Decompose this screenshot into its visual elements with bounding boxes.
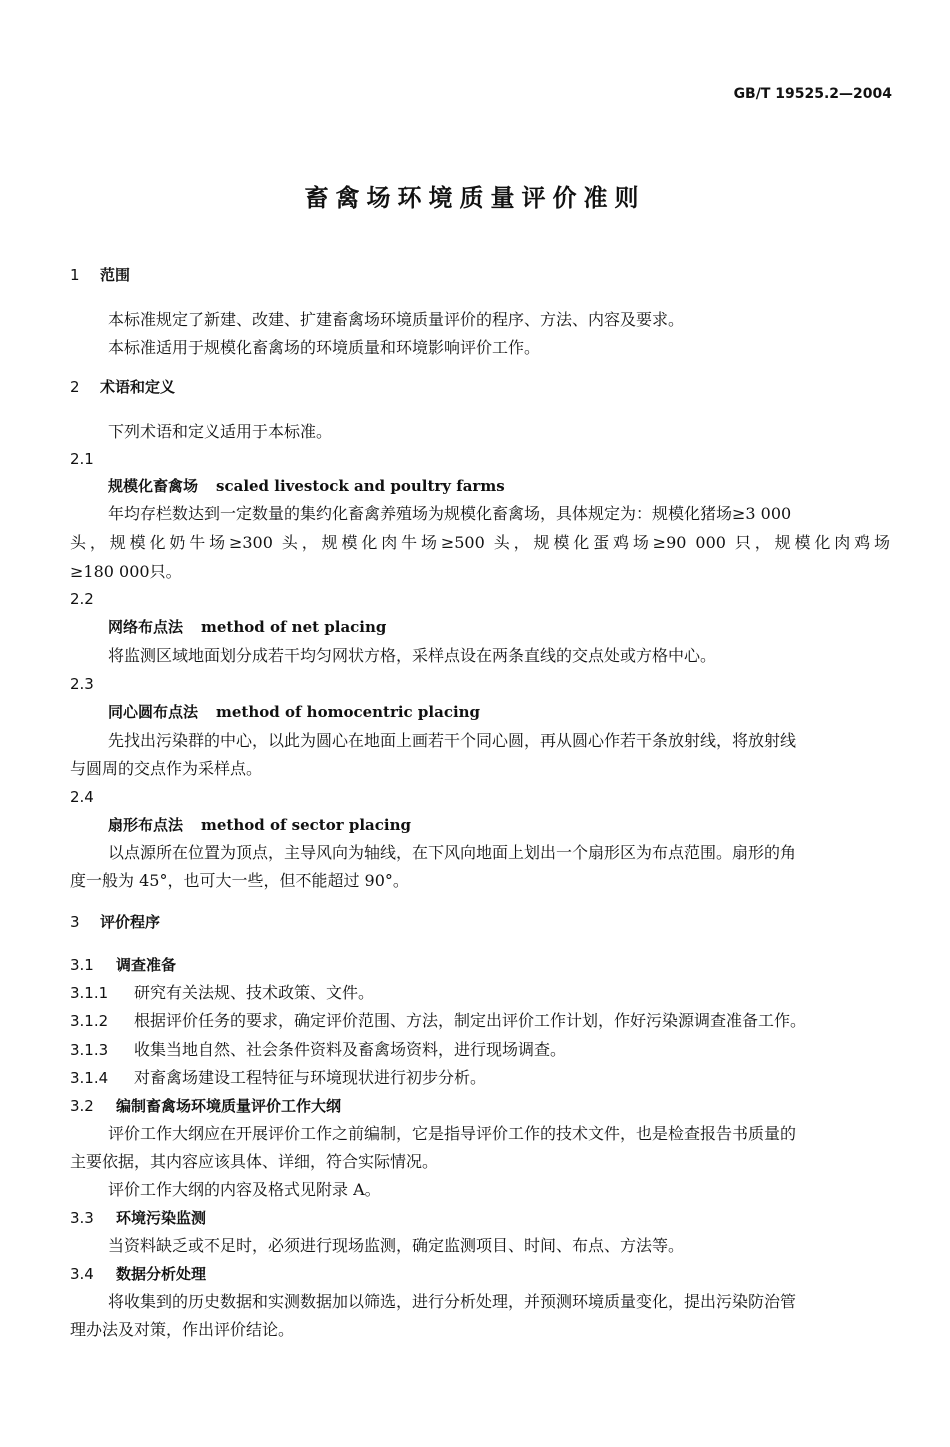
section-number: 3.1.4 — [70, 1069, 109, 1087]
term-2-1-line-3: ≥180 000只。 — [70, 562, 182, 581]
term-2-3-number: 2.3 — [70, 675, 94, 693]
section-number: 1 — [70, 266, 80, 284]
section-number: 3.1.1 — [70, 984, 109, 1002]
term-2-1-line-1: 年均存栏数达到一定数量的集约化畜禽养殖场为规模化畜禽场，具体规定为：规模化猪场≥3 000 — [108, 504, 792, 523]
section-number: 3.3 — [70, 1209, 94, 1227]
section-3-4-line-1: 将收集到的历史数据和实测数据加以筛选，进行分析处理，并预测环境质量变化，提出污染防治管 — [108, 1292, 797, 1311]
section-number: 3.1 — [70, 956, 94, 974]
section-text: 对畜禽场建设工程特征与环境现状进行初步分析。 — [134, 1068, 487, 1087]
term-2-2-line-1: 将监测区域地面划分成若干均匀网状方格，采样点设在两条直线的交点处或方格中心。 — [108, 646, 717, 665]
section-3-1-1 — [70, 982, 374, 1004]
section-number: 2 — [70, 378, 80, 396]
section-title: 编制畜禽场环境质量评价工作大纲 — [116, 1097, 342, 1115]
term-en: method of sector placing — [201, 816, 411, 834]
section-3-3-heading — [70, 1207, 206, 1229]
document-title: 畜禽场环境质量评价准则 — [304, 184, 646, 212]
term-2-4-line-1: 以点源所在位置为顶点，主导风向为轴线，在下风向地面上划出一个扇形区为布点范围。扇形的角 — [108, 843, 797, 862]
section-number: 3.4 — [70, 1265, 94, 1283]
section-3-2-line-1: 评价工作大纲应在开展评价工作之前编制，它是指导评价工作的技术文件，也是检查报告书质量的 — [108, 1124, 797, 1143]
term-en: scaled livestock and poultry farms — [216, 477, 505, 495]
section-3-2-line-3: 评价工作大纲的内容及格式见附录 A。 — [108, 1180, 381, 1199]
term-2-2-number: 2.2 — [70, 590, 94, 608]
term-2-4-line-2: 度一般为 45°，也可大一些，但不能超过 90°。 — [70, 871, 409, 890]
section-number: 3.1.3 — [70, 1041, 109, 1059]
section-text: 收集当地自然、社会条件资料及畜禽场资料，进行现场调查。 — [134, 1040, 567, 1059]
term-2-4-number: 2.4 — [70, 788, 94, 806]
section-3-1-2 — [70, 1010, 806, 1032]
section-3-3-line-1: 当资料缺乏或不足时，必须进行现场监测，确定监测项目、时间、布点、方法等。 — [108, 1236, 685, 1255]
section-3-4-heading — [70, 1263, 206, 1285]
section-3-1-4 — [70, 1067, 486, 1089]
term-en: method of homocentric placing — [216, 703, 481, 721]
document-code: GB/T 19525.2—2004 — [733, 86, 892, 102]
section-number: 3 — [70, 913, 80, 931]
section-text: 根据评价任务的要求，确定评价范围、方法，制定出评价工作计划，作好污染源调查准备工作。 — [134, 1011, 807, 1030]
term-2-1-heading — [108, 475, 505, 497]
term-cn: 网络布点法 — [108, 618, 184, 636]
section-3-2-line-2: 主要依据，其内容应该具体、详细，符合实际情况。 — [70, 1152, 439, 1171]
term-2-4-heading — [108, 814, 411, 836]
section-1-heading — [70, 264, 130, 286]
term-2-3-line-2: 与圆周的交点作为采样点。 — [70, 759, 263, 778]
section-title: 调查准备 — [116, 956, 177, 974]
section-3-2-heading — [70, 1095, 341, 1117]
section-1-paragraph-1: 本标准规定了新建、改建、扩建畜禽场环境质量评价的程序、方法、内容及要求。 — [108, 310, 685, 329]
section-1-paragraph-2: 本标准适用于规模化畜禽场的环境质量和环境影响评价工作。 — [108, 338, 541, 357]
section-title: 环境污染监测 — [116, 1209, 207, 1227]
section-title: 范围 — [100, 266, 131, 284]
section-3-heading — [70, 911, 160, 933]
section-text: 研究有关法规、技术政策、文件。 — [134, 983, 375, 1002]
term-2-3-heading — [108, 701, 480, 723]
section-3-1-heading — [70, 954, 176, 976]
term-2-1-line-2: 头，规模化奶牛场≥300 头，规模化肉牛场≥500 头，规模化蛋鸡场≥90 000 只，规模化肉鸡场 — [70, 533, 890, 552]
section-title: 术语和定义 — [100, 378, 176, 396]
term-en: method of net placing — [201, 618, 387, 636]
section-number: 3.1.2 — [70, 1012, 109, 1030]
section-2-heading — [70, 376, 175, 398]
section-number: 3.2 — [70, 1097, 94, 1115]
section-3-1-3 — [70, 1039, 566, 1061]
term-2-3-line-1: 先找出污染群的中心，以此为圆心在地面上画若干个同心圆，再从圆心作若干条放射线，将放射线 — [108, 731, 797, 750]
term-cn: 同心圆布点法 — [108, 703, 199, 721]
term-cn: 规模化畜禽场 — [108, 477, 199, 495]
term-2-1-number: 2.1 — [70, 450, 94, 468]
term-2-2-heading — [108, 616, 386, 638]
section-3-4-line-2: 理办法及对策，作出评价结论。 — [70, 1320, 295, 1339]
term-cn: 扇形布点法 — [108, 816, 184, 834]
section-title: 评价程序 — [100, 913, 161, 931]
section-2-intro: 下列术语和定义适用于本标准。 — [108, 422, 333, 441]
section-title: 数据分析处理 — [116, 1265, 207, 1283]
